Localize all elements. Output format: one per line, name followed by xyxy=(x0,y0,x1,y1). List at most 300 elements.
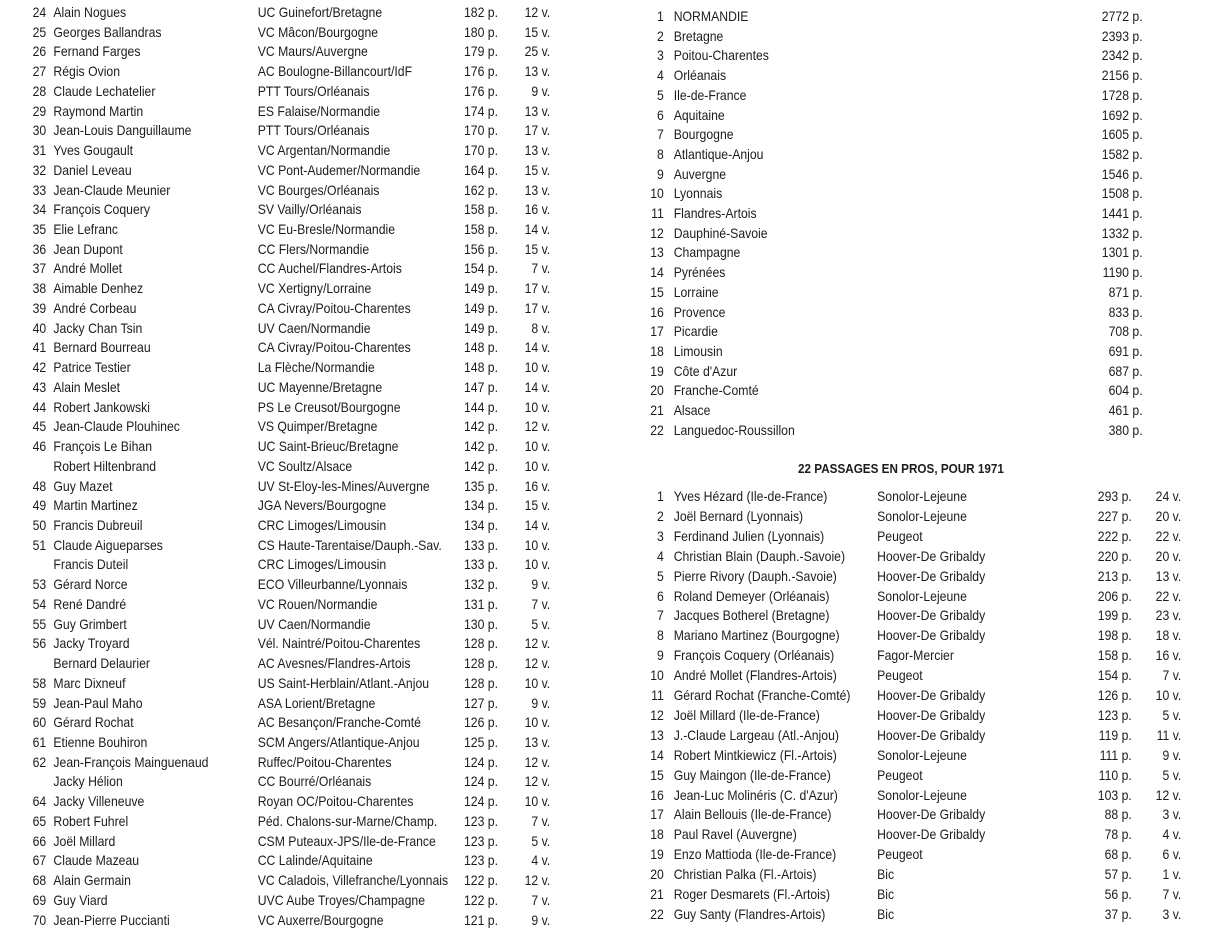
rider-points: 126 p. xyxy=(463,715,498,731)
pro-name: Jacques Botherel (Bretagne) xyxy=(673,608,830,624)
region-points: 1190 p. xyxy=(1102,265,1143,281)
pro-team: Bic xyxy=(877,887,895,902)
rider-rank: 33 xyxy=(32,182,47,198)
pro-rank: 9 xyxy=(656,648,664,664)
pro-name: Jean-Luc Molinéris (C. d'Azur) xyxy=(673,787,838,803)
pro-name: Gérard Rochat (Franche-Comté) xyxy=(673,688,851,703)
pro-points: 110 p. xyxy=(1098,767,1132,783)
rider-points: 154 p. xyxy=(463,261,498,277)
pro-name: Joël Millard (Ile-de-France) xyxy=(673,707,820,723)
region-name: Champagne xyxy=(673,245,741,261)
pro-name: André Mollet (Flandres-Artois) xyxy=(673,668,837,684)
rider-rank: 55 xyxy=(32,616,47,632)
pro-wins: 7 v. xyxy=(1162,668,1182,684)
pro-wins: 16 v. xyxy=(1155,648,1182,664)
region-points: 708 p. xyxy=(1108,324,1143,340)
rider-points: 124 p. xyxy=(463,754,498,770)
pro-rank: 11 xyxy=(651,688,664,703)
pro-name: Christian Palka (Fl.-Artois) xyxy=(673,867,817,883)
pro-name: Roger Desmarets (Fl.-Artois) xyxy=(673,887,831,902)
pro-name: Yves Hézard (Ile-de-France) xyxy=(673,489,828,504)
rider-club: Ruffec/Poitou-Charentes xyxy=(257,754,392,770)
rider-points: 134 p. xyxy=(463,498,498,514)
rider-name: Claude Mazeau xyxy=(53,853,140,869)
rider-club: CC Auchel/Flandres-Artois xyxy=(257,261,402,277)
rider-club: UVC Aube Troyes/Champagne xyxy=(257,892,426,908)
rider-name: Jacky Villeneuve xyxy=(53,794,145,810)
region-rank: 22 xyxy=(650,422,664,438)
pro-team: Peugeot xyxy=(877,847,923,863)
region-rank: 5 xyxy=(656,87,664,103)
pro-team: Hoover-De Gribaldy xyxy=(877,727,986,743)
pro-name: Christian Blain (Dauph.-Savoie) xyxy=(673,548,846,564)
rider-wins: 12 v. xyxy=(524,754,551,770)
rider-club: VC Argentan/Normandie xyxy=(257,143,391,159)
pro-points: 119 p. xyxy=(1098,727,1132,743)
rider-club: UC Saint-Brieuc/Bretagne xyxy=(257,439,399,455)
rider-points: 142 p. xyxy=(463,458,498,474)
region-points: 687 p. xyxy=(1108,363,1143,379)
rider-name: Patrice Testier xyxy=(53,360,131,376)
rider-wins: 7 v. xyxy=(531,261,551,277)
rider-rank: 49 xyxy=(32,498,47,514)
region-rank: 2 xyxy=(656,28,664,44)
pro-team: Peugeot xyxy=(877,528,923,544)
rider-rank: 46 xyxy=(32,439,47,455)
rider-name: Jacky Chan Tsin xyxy=(53,320,143,336)
rider-club: CSM Puteaux-JPS/Ile-de-France xyxy=(257,833,436,849)
rider-wins: 15 v. xyxy=(524,498,551,514)
rider-club: VC Auxerre/Bourgogne xyxy=(257,912,384,928)
pro-wins: 12 v. xyxy=(1155,787,1182,803)
pro-name: Roland Demeyer (Orléanais) xyxy=(673,588,830,604)
rider-rank: 31 xyxy=(32,143,47,159)
rider-name: Guy Mazet xyxy=(53,478,113,494)
region-rank: 7 xyxy=(656,127,664,143)
rider-wins: 10 v. xyxy=(524,399,551,415)
rider-rank: 44 xyxy=(32,399,47,415)
pro-wins: 23 v. xyxy=(1155,608,1182,624)
pro-team: Fagor-Mercier xyxy=(877,648,954,664)
rider-club: ES Falaise/Normandie xyxy=(257,103,381,119)
rider-rank: 27 xyxy=(32,64,47,80)
rider-name: Gérard Rochat xyxy=(53,715,134,731)
rider-club: CC Lalinde/Aquitaine xyxy=(257,853,373,869)
region-points: 1332 p. xyxy=(1101,225,1143,241)
pro-wins: 11 v. xyxy=(1156,727,1182,743)
rider-rank: 62 xyxy=(32,754,47,770)
rider-name: Alain Meslet xyxy=(53,379,121,395)
rider-rank: 53 xyxy=(32,577,47,593)
pros-section-title: 22 PASSAGES EN PROS, POUR 1971 xyxy=(798,461,1004,476)
pro-points: 199 p. xyxy=(1097,608,1132,624)
rider-points: 135 p. xyxy=(463,478,498,494)
rider-club: CC Flers/Normandie xyxy=(257,241,370,257)
region-name: Languedoc-Roussillon xyxy=(673,422,795,438)
region-name: Atlantique-Anjou xyxy=(673,146,764,162)
region-name: Ile-de-France xyxy=(673,87,747,103)
region-name: Bretagne xyxy=(673,28,724,44)
rider-name: Elie Lefranc xyxy=(53,222,119,238)
pro-points: 227 p. xyxy=(1097,508,1132,524)
rider-club: CS Haute-Tarentaise/Dauph.-Sav. xyxy=(257,537,442,553)
rider-points: 147 p. xyxy=(463,379,498,395)
rider-name: François Le Bihan xyxy=(53,439,153,455)
rider-points: 124 p. xyxy=(463,794,498,810)
rider-points: 148 p. xyxy=(463,340,498,356)
rider-points: 130 p. xyxy=(463,616,498,632)
rider-wins: 13 v. xyxy=(524,64,551,80)
rider-club: ECO Villeurbanne/Lyonnais xyxy=(257,577,408,593)
rider-rank: 28 xyxy=(32,83,47,99)
pro-points: 198 p. xyxy=(1097,628,1132,644)
rider-rank: 45 xyxy=(32,419,47,435)
pro-points: 154 p. xyxy=(1097,668,1132,684)
rider-points: 170 p. xyxy=(463,123,498,139)
rider-club: PTT Tours/Orléanais xyxy=(257,123,370,139)
rider-name: Alain Germain xyxy=(53,873,131,889)
rider-rank: 34 xyxy=(32,202,47,218)
pro-rank: 12 xyxy=(650,707,664,723)
pro-team: Hoover-De Gribaldy xyxy=(877,548,986,564)
pro-points: 57 p. xyxy=(1104,867,1132,883)
rider-wins: 10 v. xyxy=(524,794,551,810)
pro-points: 158 p. xyxy=(1097,648,1132,664)
rider-club: AC Avesnes/Flandres-Artois xyxy=(257,656,411,672)
rider-club: CA Civray/Poitou-Charentes xyxy=(257,300,411,316)
region-points: 1546 p. xyxy=(1101,166,1143,182)
region-name: Aquitaine xyxy=(673,107,725,123)
rider-club: VC Eu-Bresle/Normandie xyxy=(257,222,396,238)
pro-team: Hoover-De Gribaldy xyxy=(877,688,986,703)
rider-wins: 17 v. xyxy=(524,300,551,316)
pro-points: 123 p. xyxy=(1097,707,1132,723)
rider-wins: 12 v. xyxy=(524,873,551,889)
region-points: 1605 p. xyxy=(1101,127,1143,143)
rider-points: 131 p. xyxy=(463,596,498,612)
pro-points: 37 p. xyxy=(1104,906,1132,922)
rider-points: 128 p. xyxy=(463,636,498,652)
pro-points: 68 p. xyxy=(1104,847,1132,863)
pro-rank: 8 xyxy=(656,628,664,644)
pro-points: 111 p. xyxy=(1099,747,1132,763)
rider-wins: 16 v. xyxy=(524,202,551,218)
pro-wins: 22 v. xyxy=(1155,528,1182,544)
rider-name: Régis Ovion xyxy=(53,64,121,80)
rider-name: Joël Millard xyxy=(53,833,116,849)
rider-points: 133 p. xyxy=(463,557,498,573)
rider-club: JGA Nevers/Bourgogne xyxy=(257,498,387,514)
rider-points: 176 p. xyxy=(463,83,498,99)
rider-name: Bernard Delaurier xyxy=(53,656,150,672)
region-points: 1301 p. xyxy=(1101,245,1143,261)
rider-points: 134 p. xyxy=(463,517,498,533)
rider-club: Péd. Chalons-sur-Marne/Champ. xyxy=(257,813,438,829)
pro-rank: 16 xyxy=(650,787,664,803)
rider-wins: 12 v. xyxy=(524,774,551,790)
rider-club: VC Mâcon/Bourgogne xyxy=(257,24,379,40)
rider-name: Jean-Louis Danguillaume xyxy=(53,123,192,139)
rider-club: La Flèche/Normandie xyxy=(257,360,375,376)
rider-rank: 30 xyxy=(32,123,47,139)
region-points: 2393 p. xyxy=(1101,28,1143,44)
rider-points: 162 p. xyxy=(463,182,498,198)
rider-club: VC Soultz/Alsace xyxy=(257,458,353,474)
rider-rank: 36 xyxy=(32,241,47,257)
region-rank: 6 xyxy=(656,107,664,123)
rider-rank: 42 xyxy=(32,360,47,376)
rider-wins: 12 v. xyxy=(524,636,551,652)
region-name: NORMANDIE xyxy=(673,9,749,24)
pro-wins: 3 v. xyxy=(1162,906,1182,922)
rider-wins: 17 v. xyxy=(524,123,551,139)
pro-name: Guy Maingon (Ile-de-France) xyxy=(673,767,831,783)
rider-points: 132 p. xyxy=(463,577,498,593)
rider-name: François Coquery xyxy=(53,202,150,218)
pro-name: Pierre Rivory (Dauph.-Savoie) xyxy=(673,568,837,584)
rider-points: 180 p. xyxy=(463,24,498,40)
pro-team: Bic xyxy=(877,867,895,883)
region-name: Alsace xyxy=(673,403,711,418)
pro-team: Sonolor-Lejeune xyxy=(877,787,967,803)
pro-rank: 2 xyxy=(656,508,664,524)
pro-wins: 20 v. xyxy=(1155,508,1182,524)
rider-name: Robert Fuhrel xyxy=(53,813,129,829)
region-rank: 10 xyxy=(650,186,664,202)
rider-club: UV Caen/Normandie xyxy=(257,616,371,632)
rider-wins: 9 v. xyxy=(531,577,551,593)
rider-points: 142 p. xyxy=(463,439,498,455)
rider-rank: 56 xyxy=(32,636,47,652)
rider-wins: 15 v. xyxy=(524,24,551,40)
rider-wins: 12 v. xyxy=(524,419,551,435)
rider-wins: 14 v. xyxy=(524,517,551,533)
region-name: Lyonnais xyxy=(673,186,723,202)
region-rank: 20 xyxy=(650,383,664,399)
rider-wins: 13 v. xyxy=(524,143,551,159)
rider-club: VC Pont-Audemer/Normandie xyxy=(257,162,421,178)
rider-club: Vél. Naintré/Poitou-Charentes xyxy=(257,636,421,652)
pro-team: Hoover-De Gribaldy xyxy=(877,608,986,624)
region-name: Pyrénées xyxy=(673,265,726,281)
rider-wins: 13 v. xyxy=(524,103,551,119)
pro-team: Peugeot xyxy=(877,767,923,783)
rider-club: SV Vailly/Orléanais xyxy=(257,202,362,218)
rider-name: André Mollet xyxy=(53,261,123,277)
rider-club: PS Le Creusot/Bourgogne xyxy=(257,399,401,415)
rider-points: 158 p. xyxy=(463,222,498,238)
region-points: 691 p. xyxy=(1108,343,1143,359)
rider-rank: 32 xyxy=(32,162,47,178)
pro-team: Sonolor-Lejeune xyxy=(877,489,967,504)
rider-points: 124 p. xyxy=(463,774,498,790)
rider-name: Marc Dixneuf xyxy=(53,675,126,691)
rider-wins: 10 v. xyxy=(524,675,551,691)
region-rank: 17 xyxy=(650,324,664,340)
rider-rank: 35 xyxy=(32,222,47,238)
rider-name: Bernard Bourreau xyxy=(53,340,151,356)
rider-club: CA Civray/Poitou-Charentes xyxy=(257,340,411,356)
rider-points: 133 p. xyxy=(463,537,498,553)
rider-wins: 9 v. xyxy=(531,912,551,928)
rider-rank: 70 xyxy=(32,912,47,928)
rider-name: Yves Gougault xyxy=(53,143,133,159)
rider-points: 149 p. xyxy=(463,281,498,297)
rider-name: Jean-Paul Maho xyxy=(53,695,143,711)
rider-rank: 54 xyxy=(32,596,47,612)
pro-rank: 19 xyxy=(650,847,664,863)
pro-rank: 20 xyxy=(650,867,664,883)
pro-name: François Coquery (Orléanais) xyxy=(673,648,835,664)
pro-wins: 5 v. xyxy=(1162,707,1182,723)
rider-points: 158 p. xyxy=(463,202,498,218)
region-points: 604 p. xyxy=(1108,383,1143,399)
rider-points: 174 p. xyxy=(463,103,498,119)
region-rank: 8 xyxy=(656,146,664,162)
pro-team: Peugeot xyxy=(877,668,923,684)
pro-name: Ferdinand Julien (Lyonnais) xyxy=(673,528,825,544)
rider-club: Royan OC/Poitou-Charentes xyxy=(257,794,414,810)
rider-wins: 5 v. xyxy=(531,833,551,849)
region-rank: 14 xyxy=(650,265,664,281)
pro-team: Hoover-De Gribaldy xyxy=(877,568,986,584)
region-name: Poitou-Charentes xyxy=(673,48,769,64)
pro-wins: 10 v. xyxy=(1155,688,1182,703)
region-name: Limousin xyxy=(673,343,723,359)
rider-name: Raymond Martin xyxy=(53,103,144,119)
rider-wins: 9 v. xyxy=(531,695,551,711)
rider-name: Georges Ballandras xyxy=(53,24,162,40)
pro-rank: 6 xyxy=(656,588,664,604)
region-name: Flandres-Artois xyxy=(673,206,757,221)
rider-wins: 10 v. xyxy=(524,715,551,731)
rider-wins: 10 v. xyxy=(524,458,551,474)
rider-points: 128 p. xyxy=(463,675,498,691)
rider-wins: 8 v. xyxy=(531,320,551,336)
pro-points: 88 p. xyxy=(1104,807,1132,823)
pro-rank: 17 xyxy=(650,807,664,823)
region-points: 2342 p. xyxy=(1101,48,1143,64)
pro-points: 78 p. xyxy=(1104,827,1132,843)
rider-rank: 51 xyxy=(32,537,47,553)
pro-team: Hoover-De Gribaldy xyxy=(877,628,986,644)
pro-name: Paul Ravel (Auvergne) xyxy=(673,827,797,843)
region-name: Dauphiné-Savoie xyxy=(673,225,768,241)
rider-name: Claude Aigueparses xyxy=(53,537,163,553)
rider-rank: 59 xyxy=(32,695,47,711)
rider-points: 123 p. xyxy=(463,853,498,869)
pro-team: Sonolor-Lejeune xyxy=(877,747,967,763)
rider-rank: 48 xyxy=(32,478,47,494)
pro-name: Joël Bernard (Lyonnais) xyxy=(673,508,804,524)
pro-points: 213 p. xyxy=(1097,568,1132,584)
pro-wins: 22 v. xyxy=(1155,588,1182,604)
rider-points: 149 p. xyxy=(463,300,498,316)
pro-wins: 1 v. xyxy=(1162,867,1182,883)
rider-name: Aimable Denhez xyxy=(53,281,144,297)
rider-name: Guy Grimbert xyxy=(53,616,127,632)
region-name: Auvergne xyxy=(673,166,727,182)
rider-club: AC Besançon/Franche-Comté xyxy=(257,715,421,731)
rider-name: Etienne Bouhiron xyxy=(53,735,148,750)
region-rank: 1 xyxy=(656,9,664,24)
pro-points: 206 p. xyxy=(1097,588,1132,604)
rider-points: 170 p. xyxy=(463,143,498,159)
rider-club: ASA Lorient/Bretagne xyxy=(257,695,376,711)
pro-wins: 3 v. xyxy=(1162,807,1182,823)
rider-rank: 26 xyxy=(32,44,47,60)
rider-name: Martin Martinez xyxy=(53,498,138,514)
rider-rank: 43 xyxy=(32,379,47,395)
region-points: 1441 p. xyxy=(1101,206,1143,221)
rider-points: 125 p. xyxy=(463,735,498,750)
region-name: Côte d'Azur xyxy=(673,363,738,379)
rider-name: Daniel Leveau xyxy=(53,162,132,178)
rider-rank: 29 xyxy=(32,103,47,119)
rider-name: Gérard Norce xyxy=(53,577,128,593)
region-points: 1508 p. xyxy=(1101,186,1143,202)
region-name: Bourgogne xyxy=(673,127,734,143)
region-rank: 11 xyxy=(651,206,664,221)
region-points: 1728 p. xyxy=(1101,87,1143,103)
rider-wins: 13 v. xyxy=(524,735,551,750)
region-points: 2156 p. xyxy=(1101,68,1143,84)
pro-team: Sonolor-Lejeune xyxy=(877,508,967,524)
pro-rank: 18 xyxy=(650,827,664,843)
pro-team: Hoover-De Gribaldy xyxy=(877,707,986,723)
rider-wins: 10 v. xyxy=(524,360,551,376)
rider-rank: 39 xyxy=(32,300,47,316)
rider-points: 121 p. xyxy=(463,912,498,928)
rider-wins: 12 v. xyxy=(524,656,551,672)
rider-name: Alain Nogues xyxy=(53,5,127,20)
rider-name: Jean Dupont xyxy=(53,241,123,257)
rider-name: René Dandré xyxy=(53,596,127,612)
rider-wins: 10 v. xyxy=(524,439,551,455)
rider-rank: 25 xyxy=(32,24,47,40)
rider-wins: 16 v. xyxy=(524,478,551,494)
region-rank: 18 xyxy=(650,343,664,359)
pro-points: 220 p. xyxy=(1097,548,1132,564)
rider-points: 149 p. xyxy=(463,320,498,336)
rider-name: Francis Duteil xyxy=(53,557,129,573)
pro-wins: 6 v. xyxy=(1162,847,1182,863)
rider-wins: 25 v. xyxy=(524,44,551,60)
pro-wins: 24 v. xyxy=(1155,489,1182,504)
rider-points: 156 p. xyxy=(463,241,498,257)
rider-wins: 13 v. xyxy=(524,182,551,198)
pro-rank: 3 xyxy=(656,528,664,544)
rider-club: SCM Angers/Atlantique-Anjou xyxy=(257,735,420,750)
rider-name: Jean-François Mainguenaud xyxy=(53,754,209,770)
rider-club: CRC Limoges/Limousin xyxy=(257,557,387,573)
pro-points: 222 p. xyxy=(1097,528,1132,544)
rider-name: Guy Viard xyxy=(53,892,108,908)
rider-points: 123 p. xyxy=(463,813,498,829)
region-rank: 15 xyxy=(650,284,664,300)
rider-points: 122 p. xyxy=(463,892,498,908)
pro-team: Sonolor-Lejeune xyxy=(877,588,967,604)
rider-name: Robert Hiltenbrand xyxy=(53,458,157,474)
rider-points: 179 p. xyxy=(463,44,498,60)
pro-wins: 13 v. xyxy=(1155,568,1182,584)
rider-wins: 9 v. xyxy=(531,83,551,99)
pro-name: Robert Mintkiewicz (Fl.-Artois) xyxy=(673,747,837,763)
pro-rank: 7 xyxy=(656,608,664,624)
pro-wins: 20 v. xyxy=(1155,548,1182,564)
pro-points: 56 p. xyxy=(1104,887,1132,902)
pro-name: J.-Claude Largeau (Atl.-Anjou) xyxy=(673,727,839,743)
